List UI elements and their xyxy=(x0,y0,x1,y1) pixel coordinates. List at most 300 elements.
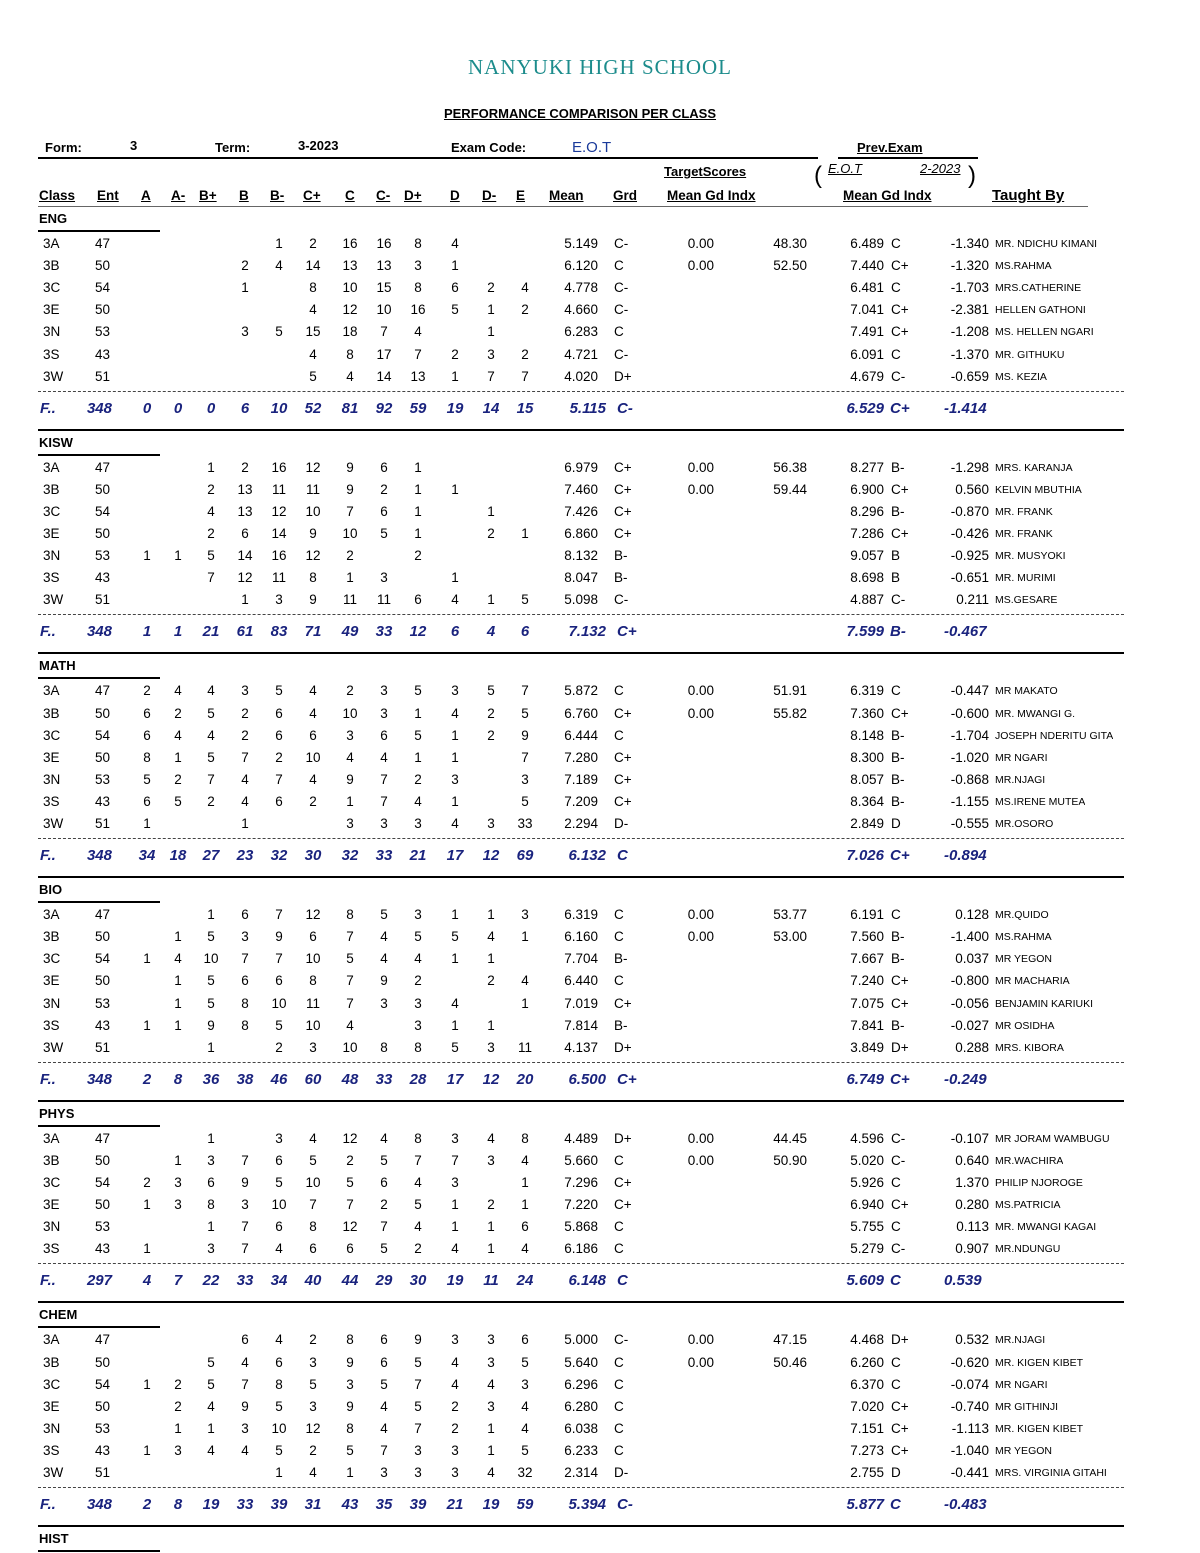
grade-count: 12 xyxy=(305,459,321,475)
row-class: 3W xyxy=(43,368,64,384)
mean-deviation: 0.288 xyxy=(955,1039,989,1055)
col-header-am: A- xyxy=(171,188,186,203)
grade-count: 4 xyxy=(521,1241,529,1257)
grade-count: 1 xyxy=(521,995,529,1011)
teacher-name: MRS.CATHERINE xyxy=(995,282,1082,295)
grade-count: 7 xyxy=(275,771,283,787)
total-grade-count: 8 xyxy=(173,1496,183,1514)
subject-underline xyxy=(38,1125,160,1127)
row-class: 3N xyxy=(43,324,61,340)
grade-count: 4 xyxy=(414,1219,422,1235)
subject-name: PHYS xyxy=(39,1105,75,1121)
total-grade-count: 17 xyxy=(446,1070,464,1088)
grade-count: 1 xyxy=(143,1241,151,1257)
total-grade-count: 21 xyxy=(446,1496,464,1514)
row-grade: C xyxy=(614,973,624,989)
col-header-e: E xyxy=(516,188,526,203)
grade-count: 6 xyxy=(380,1175,388,1190)
row-grade: C+ xyxy=(614,705,632,721)
grade-count: 1 xyxy=(174,973,182,989)
prev-mean: 5.020 xyxy=(850,1152,884,1168)
subject-name: MATH xyxy=(39,658,76,674)
total-row xyxy=(0,847,1200,871)
total-grade-count: 92 xyxy=(375,399,393,417)
mean-deviation: -0.107 xyxy=(950,1130,989,1146)
row-mean: 7.814 xyxy=(564,1017,598,1033)
grade-count: 3 xyxy=(451,1442,459,1458)
teacher-name: MR MACHARIA xyxy=(995,975,1070,988)
prev-paren-open: ( xyxy=(814,162,822,189)
grade-count: 5 xyxy=(275,683,283,699)
row-grade: B- xyxy=(614,1017,628,1033)
grade-count: 4 xyxy=(309,346,317,362)
target-mean: 0.00 xyxy=(687,907,714,923)
total-grade-count: 46 xyxy=(270,1070,288,1088)
grade-count: 5 xyxy=(487,683,495,699)
grade-count: 3 xyxy=(380,683,388,699)
grade-count: 4 xyxy=(309,683,317,699)
grade-count: 9 xyxy=(380,973,388,989)
grade-count: 1 xyxy=(487,1442,495,1458)
prev-grade: B- xyxy=(891,929,905,945)
table-row xyxy=(0,949,1200,971)
table-row xyxy=(0,502,1200,524)
prev-grade: C- xyxy=(891,1241,906,1257)
grade-count: 1 xyxy=(174,548,182,564)
row-class: 3C xyxy=(43,1376,61,1392)
grade-count: 9 xyxy=(309,592,317,608)
grade-count: 1 xyxy=(451,951,459,967)
grade-count: 5 xyxy=(275,1398,283,1414)
subject-separator xyxy=(38,429,1124,431)
col-header-b: B xyxy=(239,188,249,203)
prev-grade: C xyxy=(891,907,901,923)
prev-mean: 6.191 xyxy=(850,907,884,923)
table-row xyxy=(0,1239,1200,1261)
total-grade-count: 83 xyxy=(270,623,288,641)
grade-count: 4 xyxy=(521,1398,529,1414)
prev-mean: 6.319 xyxy=(850,683,884,699)
grade-count: 1 xyxy=(207,907,215,923)
grade-count: 7 xyxy=(241,1152,249,1168)
row-entries: 53 xyxy=(94,1219,110,1235)
grade-count: 1 xyxy=(451,368,459,384)
grade-count: 1 xyxy=(487,302,495,318)
row-class: 3E xyxy=(43,1197,60,1213)
prev-grade: C+ xyxy=(891,526,909,541)
row-grade: C xyxy=(614,1442,624,1458)
grade-count: 5 xyxy=(207,1354,215,1370)
grade-count: 7 xyxy=(521,683,529,699)
total-grade-count: 81 xyxy=(341,399,359,417)
total-grade-count: 52 xyxy=(304,399,322,417)
grade-count: 5 xyxy=(275,1442,283,1458)
target-mean: 0.00 xyxy=(687,1332,714,1348)
grade-count: 4 xyxy=(309,302,317,318)
prev-mean: 7.273 xyxy=(850,1442,884,1458)
grade-count: 8 xyxy=(346,1420,354,1436)
grade-count: 8 xyxy=(309,280,317,296)
prev-grade: B- xyxy=(891,771,905,787)
total-grade-count: 23 xyxy=(236,847,254,865)
prev-mean: 4.596 xyxy=(850,1130,884,1146)
row-entries: 50 xyxy=(94,749,110,765)
row-grade: D- xyxy=(614,816,629,831)
target-scores-label: TargetScores xyxy=(664,164,747,179)
row-grade: C+ xyxy=(614,771,632,787)
teacher-name: MR JORAM WAMBUGU xyxy=(995,1132,1110,1145)
row-mean: 5.098 xyxy=(564,592,598,608)
target-mean: 0.00 xyxy=(687,459,714,475)
grade-count: 8 xyxy=(414,1130,422,1146)
mean-deviation: 0.640 xyxy=(955,1152,989,1168)
teacher-name: MR. KIGEN KIBET xyxy=(995,1356,1084,1369)
grade-count: 5 xyxy=(451,929,459,945)
col-header-ent: Ent xyxy=(97,188,119,203)
grade-count: 3 xyxy=(380,705,388,721)
prev-mean: 6.940 xyxy=(850,1197,884,1213)
grade-count: 2 xyxy=(309,236,317,251)
grade-count: 8 xyxy=(521,1130,529,1146)
mean-deviation: 0.560 xyxy=(955,481,989,497)
grade-count: 3 xyxy=(241,1197,249,1213)
total-grade-count: 43 xyxy=(341,1496,359,1514)
grade-count: 1 xyxy=(487,324,495,340)
table-row xyxy=(0,1375,1200,1397)
grade-count: 5 xyxy=(346,951,354,967)
grade-count: 6 xyxy=(275,1219,283,1235)
grade-count: 6 xyxy=(241,907,249,923)
teacher-name: MR GITHINJI xyxy=(995,1400,1058,1413)
table-row xyxy=(0,367,1200,389)
grade-count: 3 xyxy=(309,1398,317,1414)
total-grade-count: 28 xyxy=(409,1070,427,1088)
grade-count: 33 xyxy=(517,816,533,831)
grade-count: 2 xyxy=(487,727,495,743)
total-grade-count: 12 xyxy=(482,847,500,865)
grade-count: 3 xyxy=(487,1152,495,1168)
teacher-name: MR NGARI xyxy=(995,751,1048,764)
grade-count: 9 xyxy=(346,481,354,497)
grade-count: 4 xyxy=(521,1420,529,1436)
grade-count: 7 xyxy=(275,951,283,967)
grade-count: 2 xyxy=(414,548,422,564)
row-entries: 43 xyxy=(94,793,110,809)
table-row xyxy=(0,1330,1200,1352)
prev-grade: C xyxy=(891,683,901,699)
grade-count: 6 xyxy=(521,1219,529,1235)
grade-count: 9 xyxy=(521,727,529,743)
teacher-name: MR.NDUNGU xyxy=(995,1243,1061,1256)
row-mean: 6.760 xyxy=(564,705,598,721)
subject-name: KISW xyxy=(39,434,73,450)
total-entries: 348 xyxy=(86,1496,112,1514)
total-prev-mean: 7.026 xyxy=(846,847,884,865)
row-class: 3N xyxy=(43,548,61,564)
grade-count: 1 xyxy=(174,1152,182,1168)
grade-count: 9 xyxy=(309,526,317,541)
prev-mean: 8.296 xyxy=(850,503,884,519)
grade-count: 1 xyxy=(487,1420,495,1436)
total-grade-count: 33 xyxy=(375,623,393,641)
total-prev-grade: C+ xyxy=(890,1070,910,1088)
table-row xyxy=(0,971,1200,993)
prev-grade: C xyxy=(891,1376,901,1392)
mean-deviation: -1.400 xyxy=(950,929,989,945)
grade-count: 1 xyxy=(414,503,422,519)
row-entries: 50 xyxy=(94,705,110,721)
prev-grade: D+ xyxy=(891,1332,909,1348)
grade-count: 3 xyxy=(521,771,529,787)
target-index: 50.46 xyxy=(773,1354,807,1370)
mean-deviation: -0.659 xyxy=(950,368,989,384)
grade-count: 5 xyxy=(275,1017,283,1033)
teacher-name: MS.RAHMA xyxy=(995,931,1052,944)
total-grade-count: 4 xyxy=(486,623,496,641)
total-grade-count: 60 xyxy=(304,1070,322,1088)
prev-mean: 7.151 xyxy=(850,1420,884,1436)
grade-count: 5 xyxy=(414,1398,422,1414)
subject-underline xyxy=(38,1550,160,1552)
grade-count: 4 xyxy=(174,683,182,699)
row-mean: 5.872 xyxy=(564,683,598,699)
grade-count: 1 xyxy=(207,1130,215,1146)
teacher-name: MR. MWANGI KAGAI xyxy=(995,1221,1097,1234)
grade-count: 6 xyxy=(275,705,283,721)
grade-count: 1 xyxy=(207,1219,215,1235)
prev-grade: B xyxy=(891,570,901,586)
grade-count: 3 xyxy=(207,1241,215,1257)
prev-mean: 6.091 xyxy=(850,346,884,362)
grade-count: 2 xyxy=(241,258,249,274)
teacher-name: MS.RAHMA xyxy=(995,260,1052,273)
header-rule xyxy=(38,157,818,159)
total-grade-count: 30 xyxy=(409,1272,427,1290)
grade-count: 8 xyxy=(414,1039,422,1055)
grade-count: 4 xyxy=(521,973,529,989)
grade-count: 5 xyxy=(414,683,422,699)
row-grade: D+ xyxy=(614,1039,632,1055)
grade-count: 1 xyxy=(487,592,495,608)
grade-count: 9 xyxy=(346,1354,354,1370)
grade-count: 1 xyxy=(451,258,459,274)
grade-count: 2 xyxy=(414,771,422,787)
row-entries: 43 xyxy=(94,570,110,586)
total-prev-grade: B- xyxy=(890,623,906,641)
grade-count: 4 xyxy=(451,1241,459,1257)
grade-count: 8 xyxy=(275,1376,283,1392)
grade-count: 11 xyxy=(305,995,320,1011)
row-entries: 54 xyxy=(94,280,110,296)
grade-count: 6 xyxy=(241,973,249,989)
row-grade: C xyxy=(614,1420,624,1436)
total-entries: 348 xyxy=(86,847,112,865)
grade-count: 7 xyxy=(380,771,388,787)
total-grade-count: 4 xyxy=(142,1272,152,1290)
grade-count: 1 xyxy=(207,1420,215,1436)
grade-count: 7 xyxy=(241,749,249,765)
mean-deviation: -1.703 xyxy=(950,280,989,296)
target-mean: 0.00 xyxy=(687,1130,714,1146)
grade-count: 1 xyxy=(521,1175,529,1190)
grade-count: 4 xyxy=(414,1175,422,1190)
total-grade: C- xyxy=(617,1496,633,1514)
total-mean: 6.132 xyxy=(568,847,606,865)
grade-count: 2 xyxy=(521,302,529,318)
grade-count: 7 xyxy=(487,368,495,384)
target-index: 47.15 xyxy=(773,1332,807,1348)
grade-count: 4 xyxy=(207,1442,215,1458)
grade-count: 5 xyxy=(521,592,529,608)
row-grade: C xyxy=(614,929,624,945)
grade-count: 2 xyxy=(487,705,495,721)
teacher-name: MR. FRANK xyxy=(995,528,1053,540)
target-index: 48.30 xyxy=(773,236,807,251)
prev-header-rule xyxy=(838,157,978,159)
grade-count: 3 xyxy=(451,1332,459,1348)
prev-paren-close: ) xyxy=(968,162,976,189)
teacher-name: MS.PATRICIA xyxy=(995,1199,1061,1212)
mean-deviation: -1.020 xyxy=(950,749,989,765)
row-entries: 50 xyxy=(94,1398,110,1414)
grade-count: 2 xyxy=(346,1152,354,1168)
grade-count: 11 xyxy=(517,1039,532,1055)
grade-count: 12 xyxy=(342,1219,358,1235)
teacher-name: MR. MWANGI G. xyxy=(995,707,1076,720)
total-grade-count: 7 xyxy=(173,1272,183,1290)
grade-count: 6 xyxy=(275,1152,283,1168)
prev-grade: C- xyxy=(891,368,906,384)
target-index: 53.00 xyxy=(773,929,807,945)
grade-count: 4 xyxy=(207,1398,215,1414)
col-header-taught-by: Taught By xyxy=(992,187,1065,204)
prev-grade: B- xyxy=(891,793,905,809)
mean-deviation: 0.128 xyxy=(955,907,989,923)
grade-count: 1 xyxy=(346,1465,354,1480)
row-entries: 51 xyxy=(94,816,110,831)
grade-count: 4 xyxy=(207,503,215,519)
grade-count: 7 xyxy=(414,1152,422,1168)
row-entries: 47 xyxy=(94,907,110,923)
prev-mean: 7.841 xyxy=(850,1017,884,1033)
subject-separator xyxy=(38,876,1124,878)
prev-mean: 3.849 xyxy=(850,1039,884,1055)
total-row xyxy=(0,1496,1200,1520)
grade-count: 1 xyxy=(487,1219,495,1235)
grade-count: 5 xyxy=(380,1241,388,1257)
grade-count: 8 xyxy=(346,346,354,362)
grade-count: 3 xyxy=(414,1017,422,1033)
total-grade-count: 2 xyxy=(142,1070,152,1088)
grade-count: 8 xyxy=(346,1332,354,1348)
grade-count: 3 xyxy=(380,570,388,586)
row-grade: C+ xyxy=(614,481,632,497)
total-grade-count: 59 xyxy=(516,1496,534,1514)
grade-count: 6 xyxy=(380,459,388,475)
target-index: 50.90 xyxy=(773,1152,807,1168)
row-mean: 8.132 xyxy=(564,548,598,564)
row-entries: 50 xyxy=(94,302,110,318)
row-entries: 51 xyxy=(94,592,110,608)
total-grade-count: 10 xyxy=(270,399,288,417)
grade-count: 1 xyxy=(451,1017,459,1033)
grade-count: 9 xyxy=(346,459,354,475)
row-mean: 7.019 xyxy=(564,995,598,1011)
row-grade: C+ xyxy=(614,749,632,765)
row-class: 3C xyxy=(43,503,61,519)
mean-deviation: -0.555 xyxy=(950,816,989,831)
grade-count: 4 xyxy=(241,793,249,809)
grade-count: 9 xyxy=(241,1398,249,1414)
row-grade: C xyxy=(614,1152,624,1168)
teacher-name: MS.GESARE xyxy=(995,594,1058,607)
grade-count: 10 xyxy=(203,951,219,967)
grade-count: 5 xyxy=(451,1039,459,1055)
mean-deviation: -0.056 xyxy=(950,995,989,1011)
grade-count: 1 xyxy=(451,793,459,809)
teacher-name: MR MAKATO xyxy=(995,685,1058,698)
row-mean: 5.149 xyxy=(564,236,598,251)
row-class: 3C xyxy=(43,727,61,743)
grade-count: 6 xyxy=(346,1241,354,1257)
total-grade-count: 33 xyxy=(236,1272,254,1290)
grade-count: 16 xyxy=(342,236,358,251)
grade-count: 3 xyxy=(346,816,354,831)
grade-count: 4 xyxy=(521,1152,529,1168)
prev-grade: B- xyxy=(891,951,905,967)
col-header-d: D xyxy=(450,188,460,203)
grade-count: 10 xyxy=(271,995,287,1011)
grade-count: 1 xyxy=(451,570,459,586)
prev-mean: 7.360 xyxy=(850,705,884,721)
subject-underline xyxy=(38,901,160,903)
total-grade-count: 6 xyxy=(240,399,250,417)
grade-count: 1 xyxy=(346,793,354,809)
grade-count: 4 xyxy=(207,683,215,699)
grade-count: 9 xyxy=(207,1017,215,1033)
table-row xyxy=(0,568,1200,590)
row-entries: 50 xyxy=(94,1152,110,1168)
table-row xyxy=(0,590,1200,612)
grade-count: 15 xyxy=(305,324,321,340)
grade-count: 4 xyxy=(241,771,249,787)
grade-count: 2 xyxy=(309,1442,317,1458)
total-row xyxy=(0,1071,1200,1095)
total-row xyxy=(0,623,1200,647)
total-grade-count: 71 xyxy=(304,623,322,641)
grade-count: 10 xyxy=(342,526,358,541)
grade-count: 4 xyxy=(174,727,182,743)
grade-count: 3 xyxy=(487,816,495,831)
teacher-name: MR. GITHUKU xyxy=(995,348,1065,361)
row-grade: C xyxy=(614,1398,624,1414)
mean-deviation: -0.447 xyxy=(950,683,989,699)
mean-deviation: -0.740 xyxy=(950,1398,989,1414)
row-entries: 51 xyxy=(94,1465,110,1480)
prev-mean: 8.364 xyxy=(850,793,884,809)
subject-underline xyxy=(38,1326,160,1328)
row-entries: 53 xyxy=(94,995,110,1011)
target-mean: 0.00 xyxy=(687,481,714,497)
row-class: 3E xyxy=(43,749,60,765)
grade-count: 13 xyxy=(410,368,426,384)
grade-count: 11 xyxy=(271,570,286,586)
row-class: 3B xyxy=(43,258,60,274)
prev-mean: 7.491 xyxy=(850,324,884,340)
grade-count: 3 xyxy=(380,995,388,1011)
grade-count: 12 xyxy=(237,570,253,586)
prev-grade: C+ xyxy=(891,1197,909,1213)
